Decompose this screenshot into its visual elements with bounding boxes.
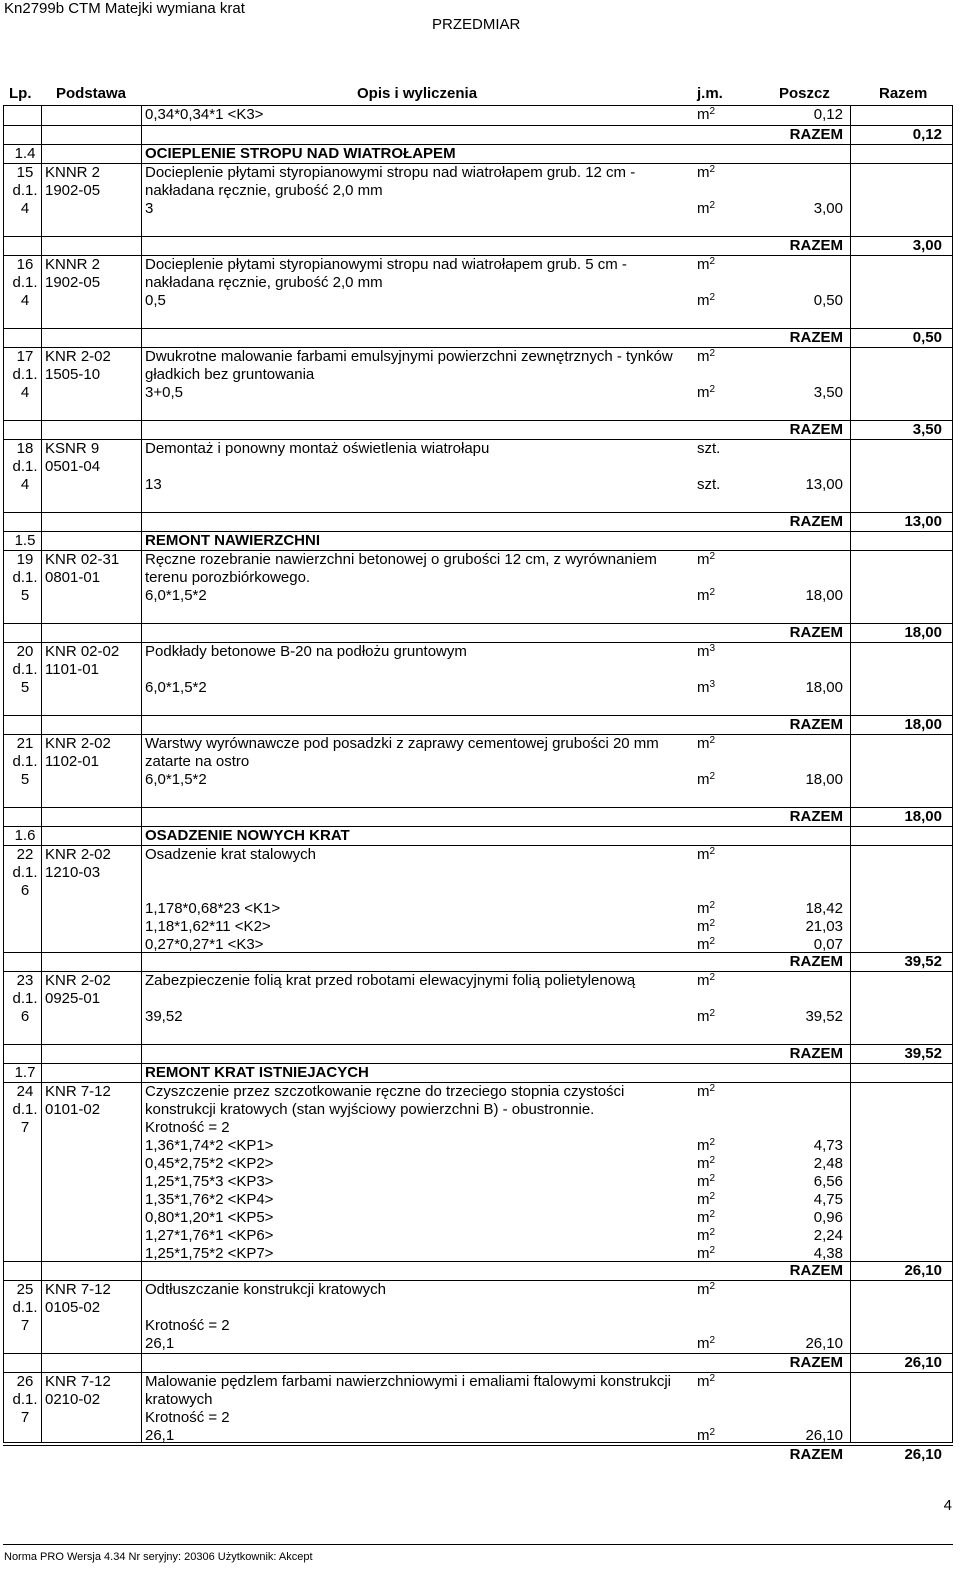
unit [697,551,715,571]
calc-unit [697,1227,715,1247]
item-number-ref: d.1. [12,569,38,586]
col-podstawa: Podstawa [56,85,127,102]
calc-value: 2,48 [813,1155,843,1172]
calc-unit-base: m [697,918,710,935]
item-number: 21 [16,735,34,752]
item-number-ref: d.1. [12,864,38,881]
total-value: 0,50 [912,329,942,346]
item-number: 22 [16,846,34,863]
table-row [3,164,953,237]
calc-unit-exponent: 2 [709,918,716,929]
calculation: 1,36*1,74*2 <KP1> [145,1137,274,1154]
basis-catalog: KNNR 2 [45,164,101,181]
unit-base: m [697,972,710,989]
total-label: RAZEM [789,808,843,825]
table-row [3,329,953,348]
table-body [3,106,953,1464]
basis-position: 0101-02 [45,1101,101,1118]
table-row [3,1262,953,1281]
basis-position: 0210-02 [45,1391,101,1408]
item-description: Dwukrotne malowanie farbami emulsyjnymi powierzchni zewnętrznych - tynków gładkich bez gruntowania [145,348,673,383]
unit [697,164,715,184]
item-number-sub: 7 [20,1317,30,1334]
calc-unit-base: m [697,1008,710,1025]
calculation: 26,1 [145,1427,175,1444]
item-number: 19 [16,551,34,568]
calc-unit-base: m [697,1427,710,1444]
item-number: 16 [16,256,34,273]
item-number-sub: 4 [20,476,30,493]
calc-unit-base: m [697,936,710,953]
calc-unit [697,1191,715,1211]
calc-unit-base: m [697,679,710,696]
total-value: 39,52 [904,953,942,970]
item-description: Zabezpieczenie folią krat przed robotami elewacyjnymi folią polietylenową [145,972,636,989]
basis-position: 1902-05 [45,182,101,199]
footer-divider [3,1544,953,1545]
calculation: 3 [145,200,154,217]
calculation: 1,18*1,62*11 <K2> [145,918,271,935]
calculation: 0,80*1,20*1 <KP5> [145,1209,274,1226]
table-header [3,81,953,106]
total-label: RAZEM [789,1262,843,1279]
table-row [3,808,953,827]
basis-position: 1101-01 [45,661,99,678]
partial-value: 0,12 [813,106,843,123]
unit [697,256,715,276]
calculation: 6,0*1,5*2 [145,771,207,788]
item-description: Odtłuszczanie konstrukcji kratowych [145,1281,386,1298]
multiplier: Krotność = 2 [145,1409,230,1426]
page-number: 4 [943,1497,952,1514]
col-razem: Razem [879,85,928,102]
item-number: 15 [16,164,34,181]
col-lp: Lp. [9,85,32,102]
item-number-sub: 6 [20,882,30,899]
total-value: 3,00 [912,237,942,254]
calc-unit-exponent: 2 [709,936,716,947]
basis-position: 1210-03 [45,864,101,881]
calc-value: 13,00 [805,476,843,493]
table-row [3,348,953,421]
calc-value: 0,96 [813,1209,843,1226]
basis-position: 0501-04 [45,458,101,475]
calc-unit-base: szt. [697,476,721,493]
section-number: 1.4 [14,145,36,162]
basis-position: 1505-10 [45,366,101,383]
calc-unit-base: m [697,1155,710,1172]
total-label: RAZEM [789,421,843,438]
unit-base: m [697,1281,710,1298]
calc-value: 6,56 [813,1173,843,1190]
total-value: 0,12 [912,126,942,143]
item-number-ref: d.1. [12,458,38,475]
unit-base: m [697,846,710,863]
basis-position: 0105-02 [45,1299,101,1316]
calc-unit [697,1008,715,1028]
total-value: 18,00 [904,624,942,641]
multiplier: Krotność = 2 [145,1119,230,1136]
total-value: 26,10 [904,1354,942,1371]
total-label: RAZEM [789,953,843,970]
table-row [3,624,953,643]
unit-exponent: 2 [709,1373,716,1384]
calc-unit-base: m [697,292,710,309]
unit-exponent: 2 [709,846,716,857]
unit-base: m [697,735,710,752]
total-value: 39,52 [904,1045,942,1062]
unit-exponent: 2 [709,1281,716,1292]
calc-unit [697,1137,715,1157]
unit-exponent: 2 [709,256,716,267]
table-row [3,1281,953,1354]
item-description: 0,34*0,34*1 <K3> [145,106,264,123]
unit [697,106,715,126]
calculation: 39,52 [145,1008,183,1025]
unit [697,846,715,866]
unit-base: m [697,256,710,273]
table-row [3,513,953,532]
unit [697,735,715,755]
section-number: 1.5 [14,532,36,549]
calc-value: 3,00 [813,200,843,217]
calc-value: 21,03 [805,918,843,935]
calc-value: 3,50 [813,384,843,401]
calc-unit-exponent: 2 [709,900,716,911]
total-value: 26,10 [904,1262,942,1279]
total-label: RAZEM [789,1045,843,1062]
table-row [3,1373,953,1446]
basis-catalog: KNR 2-02 [45,348,111,365]
unit-exponent: 3 [709,643,716,654]
calc-unit-exponent: 2 [709,292,716,303]
calc-unit-exponent: 2 [709,1008,716,1019]
calc-unit [697,200,715,220]
section-number: 1.7 [14,1064,36,1081]
multiplier: Krotność = 2 [145,1317,230,1334]
item-description: Ręczne rozebranie nawierzchni betonowej o grubości 12 cm, z wyrównaniem terenu porozbiórkowego. [145,551,657,586]
calc-value: 4,73 [813,1137,843,1154]
calculation: 3+0,5 [145,384,183,401]
item-number-sub: 5 [20,771,30,788]
basis-catalog: KNR 2-02 [45,846,111,863]
item-number-ref: d.1. [12,182,38,199]
unit [697,972,715,992]
table-row [3,126,953,145]
unit [697,1373,715,1393]
unit-base: m [697,1083,710,1100]
item-description: Demontaż i ponowny montaż oświetlenia wiatrołapu [145,440,490,457]
calc-unit-exponent: 2 [709,1227,716,1238]
item-number-sub: 4 [20,384,30,401]
item-number: 23 [16,972,34,989]
unit-base: m [697,164,710,181]
section-title: REMONT NAWIERZCHNI [145,532,320,549]
unit-exponent: 2 [709,1083,716,1094]
item-number-sub: 5 [20,679,30,696]
calculation: 1,35*1,76*2 <KP4> [145,1191,274,1208]
calc-unit-exponent: 2 [709,1173,716,1184]
unit-base: m [697,1373,710,1390]
total-label: RAZEM [789,329,843,346]
item-description: Warstwy wyrównawcze pod posadzki z zaprawy cementowej grubości 20 mm zatarte na ostro [145,735,659,770]
item-number-sub: 7 [20,1119,30,1136]
item-number: 25 [16,1281,34,1298]
basis-catalog: KNR 02-02 [45,643,120,660]
col-poszcz: Poszcz [779,85,830,102]
calculation: 26,1 [145,1335,175,1352]
basis-catalog: KNR 7-12 [45,1083,111,1100]
calc-unit-exponent: 2 [709,1209,716,1220]
calc-value: 0,50 [813,292,843,309]
total-label: RAZEM [789,126,843,143]
calc-unit [697,918,715,938]
item-description: Docieplenie płytami styropianowymi stropu nad wiatrołapem grub. 5 cm - nakładana ręcznie, grubość 2,0 mm [145,256,627,291]
calc-value: 4,75 [813,1191,843,1208]
basis-position: 0801-01 [45,569,101,586]
calc-unit-exponent: 2 [709,1137,716,1148]
table-row [3,735,953,808]
unit-base: szt. [697,440,721,457]
calc-value: 2,24 [813,1227,843,1244]
calc-unit-base: m [697,200,710,217]
item-number-ref: d.1. [12,753,38,770]
unit-base: m [697,551,710,568]
calculation: 6,0*1,5*2 [145,679,207,696]
item-number-ref: d.1. [12,1391,38,1408]
calculation: 0,5 [145,292,166,309]
calc-unit-exponent: 2 [709,384,716,395]
basis-catalog: KNR 7-12 [45,1281,111,1298]
table-row [3,827,953,846]
calc-value: 39,52 [805,1008,843,1025]
item-number: 17 [16,348,34,365]
table-row [3,256,953,329]
unit-base: m [697,106,710,123]
calc-unit-exponent: 2 [709,587,716,598]
calc-unit [697,679,715,699]
table-row [3,643,953,716]
calc-unit [697,384,715,404]
footer-text: Norma PRO Wersja 4.34 Nr seryjny: 20306 Użytkownik: Akcept [4,1551,313,1563]
unit [697,643,715,663]
calc-value: 0,07 [813,936,843,953]
item-number-ref: d.1. [12,990,38,1007]
calc-unit-base: m [697,1137,710,1154]
table-row [3,440,953,513]
total-value: 18,00 [904,808,942,825]
calc-unit-base: m [697,1191,710,1208]
item-number-ref: d.1. [12,1101,38,1118]
calc-unit [697,771,715,791]
calc-value: 18,00 [805,771,843,788]
unit-exponent: 2 [709,106,716,117]
calc-unit-exponent: 2 [709,1245,716,1256]
total-label: RAZEM [789,624,843,641]
col-opis: Opis i wyliczenia [357,85,478,102]
calc-unit-exponent: 3 [709,679,716,690]
calculation: 1,178*0,68*23 <K1> [145,900,281,917]
calc-unit-exponent: 2 [709,1155,716,1166]
calc-unit-base: m [697,1245,710,1262]
item-number: 18 [16,440,34,457]
calc-unit [697,1173,715,1193]
unit [697,440,720,458]
basis-catalog: KNR 2-02 [45,735,111,752]
calculation: 1,25*1,75*3 <KP3> [145,1173,274,1190]
item-description: Osadzenie krat stalowych [145,846,316,863]
table-row [3,106,953,126]
table-row [3,1354,953,1373]
item-description: Malowanie pędzlem farbami nawierzchniowymi i emaliami ftalowymi konstrukcji kratowych [145,1373,672,1408]
table-row [3,1045,953,1064]
basis-position: 0925-01 [45,990,101,1007]
basis-catalog: KNNR 2 [45,256,101,273]
calculation: 0,27*0,27*1 <K3> [145,936,264,953]
unit-base: m [697,348,710,365]
calc-unit-exponent: 2 [709,1191,716,1202]
calculation: 6,0*1,5*2 [145,587,207,604]
item-number: 26 [16,1373,34,1390]
calc-unit [697,1155,715,1175]
table-row [3,716,953,735]
table-row [3,953,953,972]
calc-unit [697,292,715,312]
item-number-ref: d.1. [12,1299,38,1316]
calc-unit-base: m [697,771,710,788]
item-number: 24 [16,1083,34,1100]
item-number-sub: 4 [20,292,30,309]
table-row [3,972,953,1045]
basis-position: 1902-05 [45,274,101,291]
total-label: RAZEM [789,237,843,254]
total-value: 26,10 [904,1446,942,1463]
item-description: Podkłady betonowe B-20 na podłożu gruntowym [145,643,467,660]
calc-unit-exponent: 2 [709,1427,716,1438]
unit [697,348,715,368]
unit-exponent: 2 [709,348,716,359]
section-title: OCIEPLENIE STROPU NAD WIATROŁAPEM [145,145,456,162]
calc-unit [697,1209,715,1229]
calculation: 1,25*1,75*2 <KP7> [145,1245,274,1262]
calc-unit-exponent: 2 [709,1335,716,1346]
unit-base: m [697,643,710,660]
total-label: RAZEM [789,1446,843,1463]
item-number-ref: d.1. [12,274,38,291]
calc-value: 18,42 [805,900,843,917]
unit-exponent: 2 [709,972,716,983]
item-number-sub: 7 [20,1409,30,1426]
basis-catalog: KSNR 9 [45,440,100,457]
table-row [3,237,953,256]
item-number-sub: 4 [20,200,30,217]
calc-unit-base: m [697,384,710,401]
item-number-sub: 6 [20,1008,30,1025]
calculation: 1,27*1,76*1 <KP6> [145,1227,274,1244]
calc-value: 18,00 [805,679,843,696]
calculation: 0,45*2,75*2 <KP2> [145,1155,274,1172]
total-value: 18,00 [904,716,942,733]
calc-unit-base: m [697,587,710,604]
item-number-ref: d.1. [12,366,38,383]
calc-unit-base: m [697,1173,710,1190]
calculation: 13 [145,476,162,493]
calc-value: 4,38 [813,1245,843,1262]
section-title: REMONT KRAT ISTNIEJACYCH [145,1064,369,1081]
calc-unit-base: m [697,900,710,917]
item-description: Docieplenie płytami styropianowymi stropu nad wiatrołapem grub. 12 cm - nakładana ręcznie, grubość 2,0 mm [145,164,636,199]
calc-unit [697,900,715,920]
calc-unit [697,1335,715,1355]
item-description: Czyszczenie przez szczotkowanie ręczne do trzeciego stopnia czystości konstrukcji kratowych (stan wyjściowy powierzchni B) - obustronnie. [145,1083,625,1118]
basis-catalog: KNR 02-31 [45,551,120,568]
document-title: Kn2799b CTM Matejki wymiana krat [4,0,245,17]
section-title: OSADZENIE NOWYCH KRAT [145,827,350,844]
table-row [3,1446,953,1464]
calc-unit [697,587,715,607]
basis-position: 1102-01 [45,753,99,770]
basis-catalog: KNR 2-02 [45,972,111,989]
item-number: 20 [16,643,34,660]
unit-exponent: 2 [709,551,716,562]
calc-value: 26,10 [805,1335,843,1352]
total-value: 3,50 [912,421,942,438]
calc-unit-exponent: 2 [709,771,716,782]
total-label: RAZEM [789,1354,843,1371]
unit-exponent: 2 [709,735,716,746]
col-jm: j.m. [697,85,723,102]
section-number: 1.6 [14,827,36,844]
document-type: PRZEDMIAR [432,16,521,33]
calc-unit-base: m [697,1227,710,1244]
unit [697,1281,715,1301]
table-row [3,1083,953,1262]
table-row [3,421,953,440]
table-row [3,532,953,551]
item-number-sub: 5 [20,587,30,604]
calc-unit [697,1427,715,1447]
total-label: RAZEM [789,716,843,733]
calc-value: 18,00 [805,587,843,604]
total-value: 13,00 [904,513,942,530]
calc-value: 26,10 [805,1427,843,1444]
table-row [3,846,953,953]
calc-unit-base: m [697,1209,710,1226]
calc-unit-base: m [697,1335,710,1352]
calc-unit [697,476,720,494]
table-row [3,551,953,624]
basis-catalog: KNR 7-12 [45,1373,111,1390]
unit [697,1083,715,1103]
unit-exponent: 2 [709,164,716,175]
table-row [3,145,953,164]
table-row [3,1064,953,1083]
total-label: RAZEM [789,513,843,530]
item-number-ref: d.1. [12,661,38,678]
calc-unit-exponent: 2 [709,200,716,211]
